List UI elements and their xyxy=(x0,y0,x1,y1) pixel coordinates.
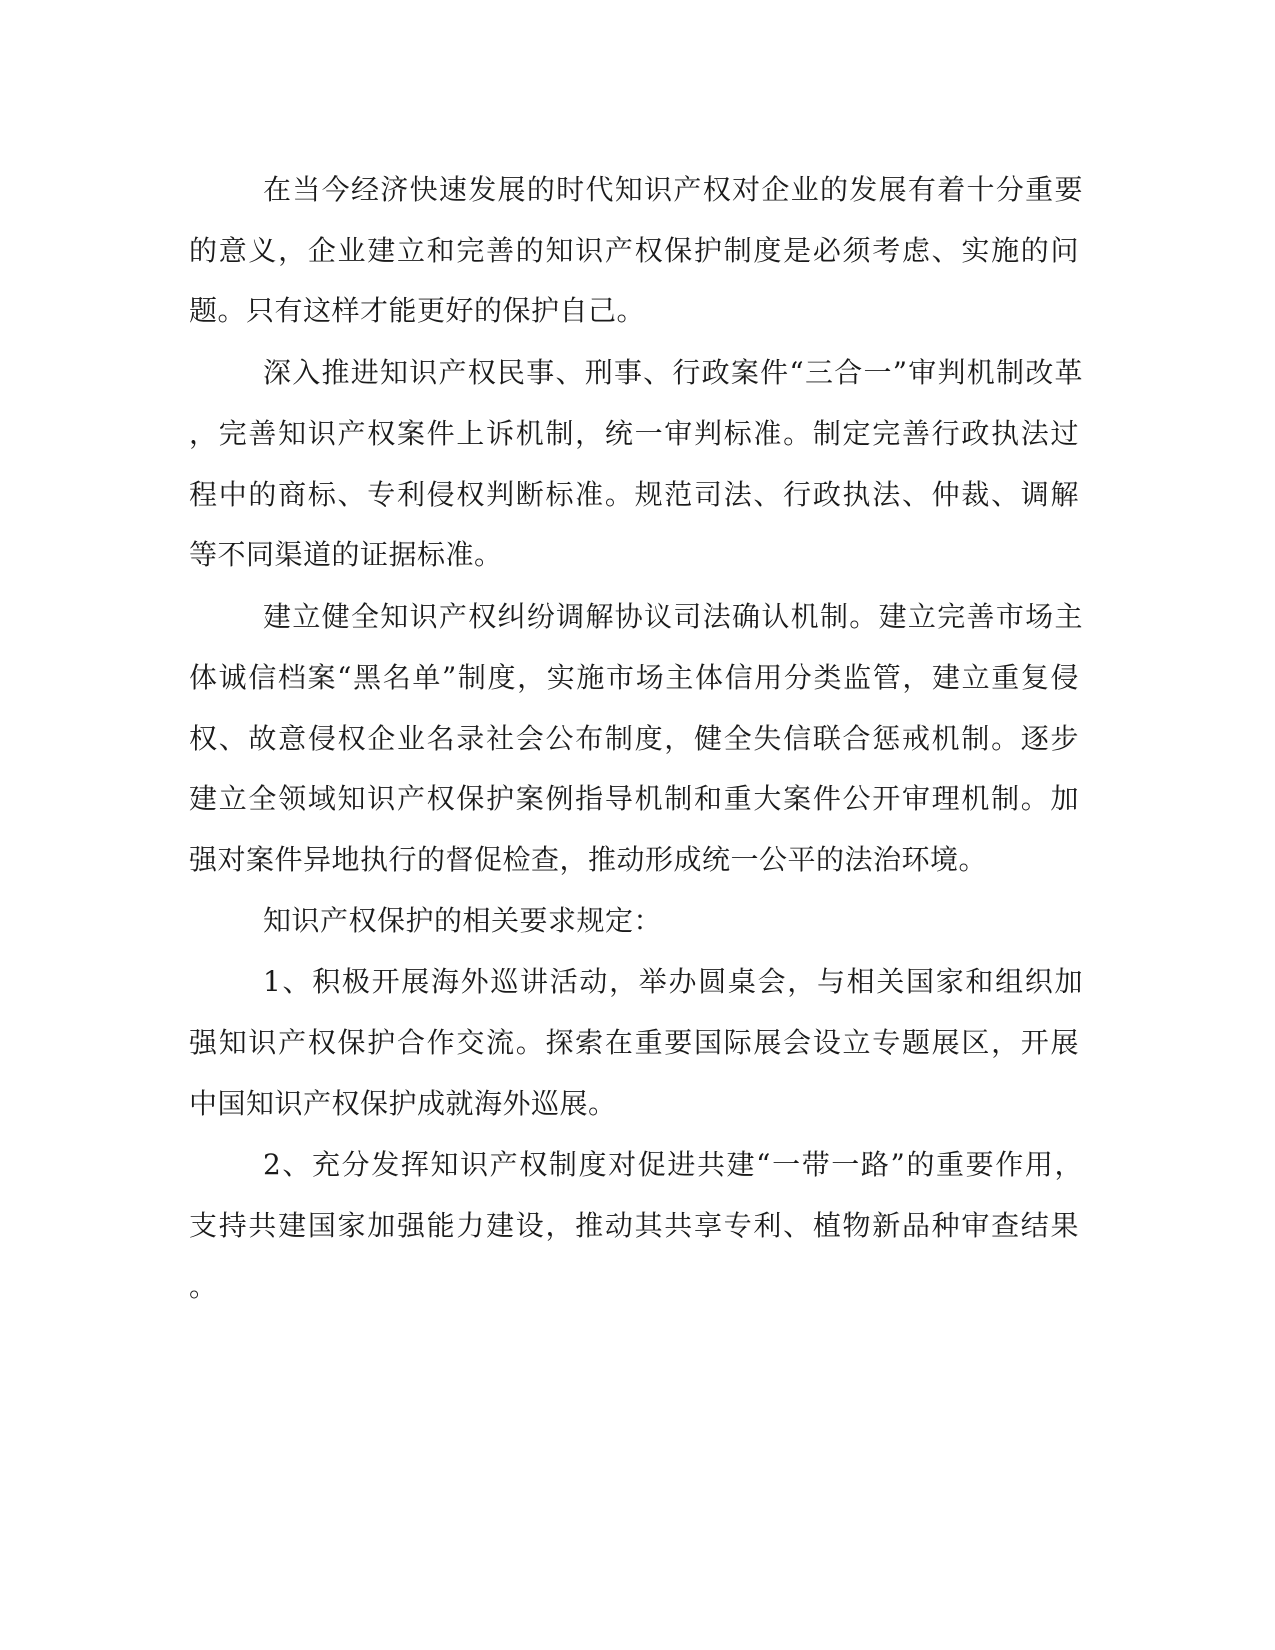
paragraph-3-line-5: 强对案件异地执行的督促检查，推动形成统一公平的法治环境。 xyxy=(189,843,988,876)
paragraph-2-line-1: 深入推进知识产权民事、刑事、行政案件“三合一”审判机制改革 xyxy=(263,356,1083,389)
paragraph-2-line-3: 程中的商标、专利侵权判断标准。规范司法、行政执法、仲裁、调解 xyxy=(189,478,1079,511)
paragraph-1-line-2: 的意义，企业建立和完善的知识产权保护制度是必须考虑、实施的问 xyxy=(189,234,1079,267)
paragraph-5-line-3: 中国知识产权保护成就海外巡展。 xyxy=(189,1087,617,1120)
paragraph-5-line-2: 强知识产权保护合作交流。探索在重要国际展会设立专题展区，开展 xyxy=(189,1026,1079,1059)
paragraph-6-line-3: 。 xyxy=(189,1270,218,1303)
paragraph-4-line-1: 知识产权保护的相关要求规定： xyxy=(263,904,663,937)
paragraph-5-line-1: 1、积极开展海外巡讲活动，举办圆桌会，与相关国家和组织加 xyxy=(263,965,1083,998)
paragraph-1-line-1: 在当今经济快速发展的时代知识产权对企业的发展有着十分重要 xyxy=(263,173,1083,206)
paragraph-2-line-2: ，完善知识产权案件上诉机制，统一审判标准。制定完善行政执法过 xyxy=(189,417,1079,450)
paragraph-6-line-1: 2、充分发挥知识产权制度对促进共建“一带一路”的重要作用， xyxy=(263,1148,1083,1181)
paragraph-2-line-4: 等不同渠道的证据标准。 xyxy=(189,538,503,571)
paragraph-1-line-3: 题。只有这样才能更好的保护自己。 xyxy=(189,294,646,327)
paragraph-3-line-2: 体诚信档案“黑名单”制度，实施市场主体信用分类监管，建立重复侵 xyxy=(189,661,1079,694)
paragraph-6-line-2: 支持共建国家加强能力建设，推动其共享专利、植物新品种审查结果 xyxy=(189,1209,1079,1242)
paragraph-3-line-4: 建立全领域知识产权保护案例指导机制和重大案件公开审理机制。加 xyxy=(189,782,1079,815)
paragraph-3-line-3: 权、故意侵权企业名录社会公布制度，健全失信联合惩戒机制。逐步 xyxy=(189,722,1079,755)
paragraph-3-line-1: 建立健全知识产权纠纷调解协议司法确认机制。建立完善市场主 xyxy=(263,600,1083,633)
